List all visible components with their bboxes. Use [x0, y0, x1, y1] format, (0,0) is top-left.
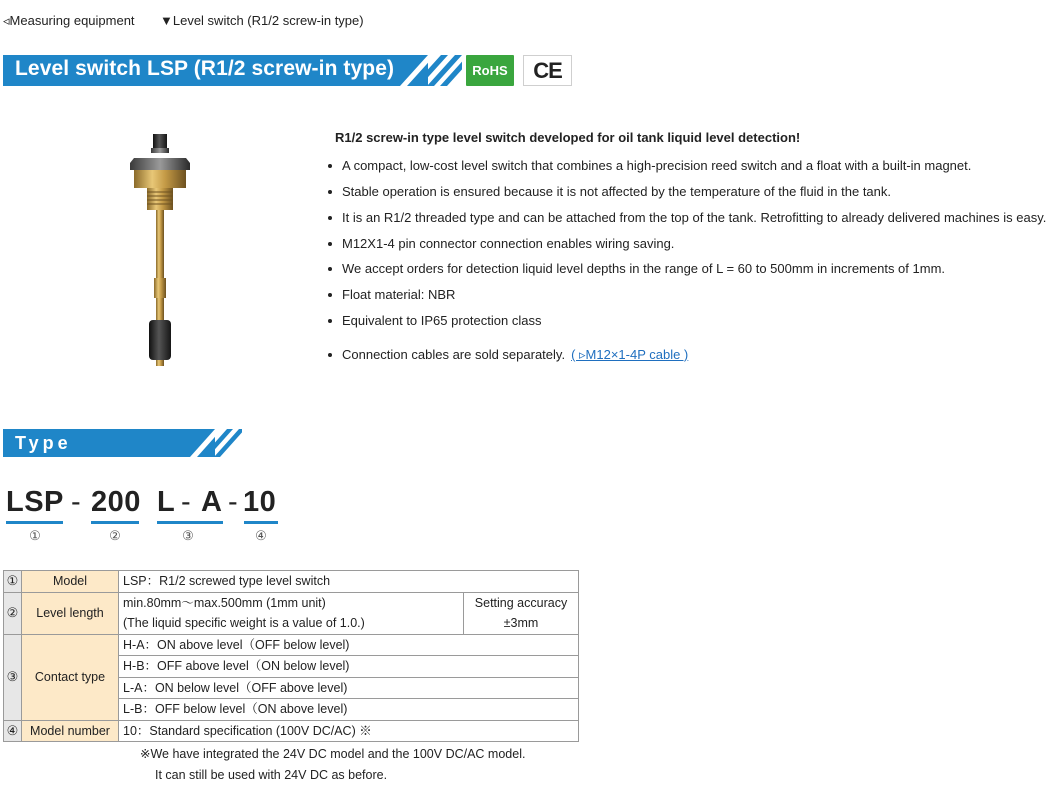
- code-underline: [91, 521, 139, 524]
- code-marker-3: ③: [182, 528, 194, 543]
- cable-product-link[interactable]: ( ▹M12×1-4P cable ): [571, 347, 689, 362]
- code-part-contact-type: A: [201, 486, 223, 518]
- table-row: [4, 634, 579, 656]
- row-number: ④: [4, 720, 22, 742]
- feature-item: We accept orders for detection liquid level depths in the range of L = 60 to 500mm in increments of 1mm.: [328, 260, 945, 278]
- table-footnote: ※We have integrated the 24V DC model and the 100V DC/AC model.: [140, 747, 526, 761]
- feature-item: Stable operation is ensured because it is not affected by the temperature of the fluid in the tank.: [328, 183, 891, 201]
- code-underline: [157, 521, 223, 524]
- code-marker-4: ④: [255, 528, 267, 543]
- row-value: LSP：R1/2 screwed type level switch: [119, 571, 579, 593]
- type-section-banner: [3, 429, 215, 457]
- row-number: ①: [4, 571, 22, 593]
- row-header: Contact type: [22, 634, 119, 720]
- accuracy-label: Setting accuracy: [464, 592, 579, 613]
- breadcrumb-current: ▼Level switch (R1/2 screw-in type): [160, 13, 364, 28]
- row-value: (The liquid specific weight is a value of 1.0.): [119, 613, 464, 634]
- row-header: Model: [22, 571, 119, 593]
- page-title-banner: [3, 55, 428, 86]
- row-value: H-A：ON above level（OFF below level): [119, 634, 579, 656]
- row-number: ③: [4, 634, 22, 720]
- code-part-model: LSP: [6, 486, 64, 518]
- table-row: [4, 592, 579, 613]
- feature-item: A compact, low-cost level switch that combines a high-precision reed switch and a float with a built-in magnet.: [328, 157, 971, 175]
- feature-item: M12X1-4 pin connector connection enables wiring saving.: [328, 235, 674, 253]
- code-marker-2: ②: [109, 528, 121, 543]
- table-row: [4, 720, 579, 742]
- row-header: Level length: [22, 592, 119, 634]
- row-value: min.80mm～max.500mm (1mm unit): [119, 592, 464, 613]
- product-lead-text: R1/2 screw-in type level switch developed for oil tank liquid level detection!: [335, 130, 801, 145]
- code-part-length: 200: [91, 486, 141, 518]
- feature-item-cable: Connection cables are sold separately. ( ▹M12×1-4P cable ): [328, 346, 688, 364]
- code-separator: -: [181, 486, 192, 518]
- row-value: 10：Standard specification (100V DC/AC) ※: [119, 720, 579, 742]
- row-value: H-B：OFF above level（ON below level): [119, 656, 579, 678]
- code-marker-1: ①: [29, 528, 41, 543]
- feature-item: Equivalent to IP65 protection class: [328, 312, 541, 330]
- table-footnote: It can still be used with 24V DC as before.: [155, 768, 388, 782]
- row-value: L-B：OFF below level（ON above level): [119, 699, 579, 721]
- row-value: L-A：ON below level（OFF above level): [119, 677, 579, 699]
- accuracy-value: ±3mm: [464, 613, 579, 634]
- row-header: Model number: [22, 720, 119, 742]
- type-stripes-decoration: [190, 429, 242, 457]
- type-section-title: Type: [15, 433, 72, 453]
- code-underline: [6, 521, 63, 524]
- page-title: Level switch LSP (R1/2 screw-in type): [15, 57, 395, 80]
- rohs-badge: RoHS: [466, 55, 514, 86]
- spec-table: [3, 570, 579, 742]
- title-stripes-decoration: [400, 55, 462, 86]
- code-separator: -: [228, 486, 239, 518]
- code-part-number: 10: [243, 486, 277, 518]
- row-number: ②: [4, 592, 22, 634]
- level-switch-product-image: [120, 128, 200, 368]
- feature-item: It is an R1/2 threaded type and can be attached from the top of the tank. Retrofitting to already delivered machines is easy.: [328, 209, 1046, 227]
- code-underline: [244, 521, 278, 524]
- ce-mark: CE: [523, 55, 572, 86]
- code-separator: -: [71, 486, 82, 518]
- code-part-contact-letter: L: [157, 486, 176, 518]
- table-row: [4, 571, 579, 593]
- breadcrumb-parent-link[interactable]: ◃Measuring equipment: [3, 13, 135, 28]
- feature-item: Float material: NBR: [328, 286, 455, 304]
